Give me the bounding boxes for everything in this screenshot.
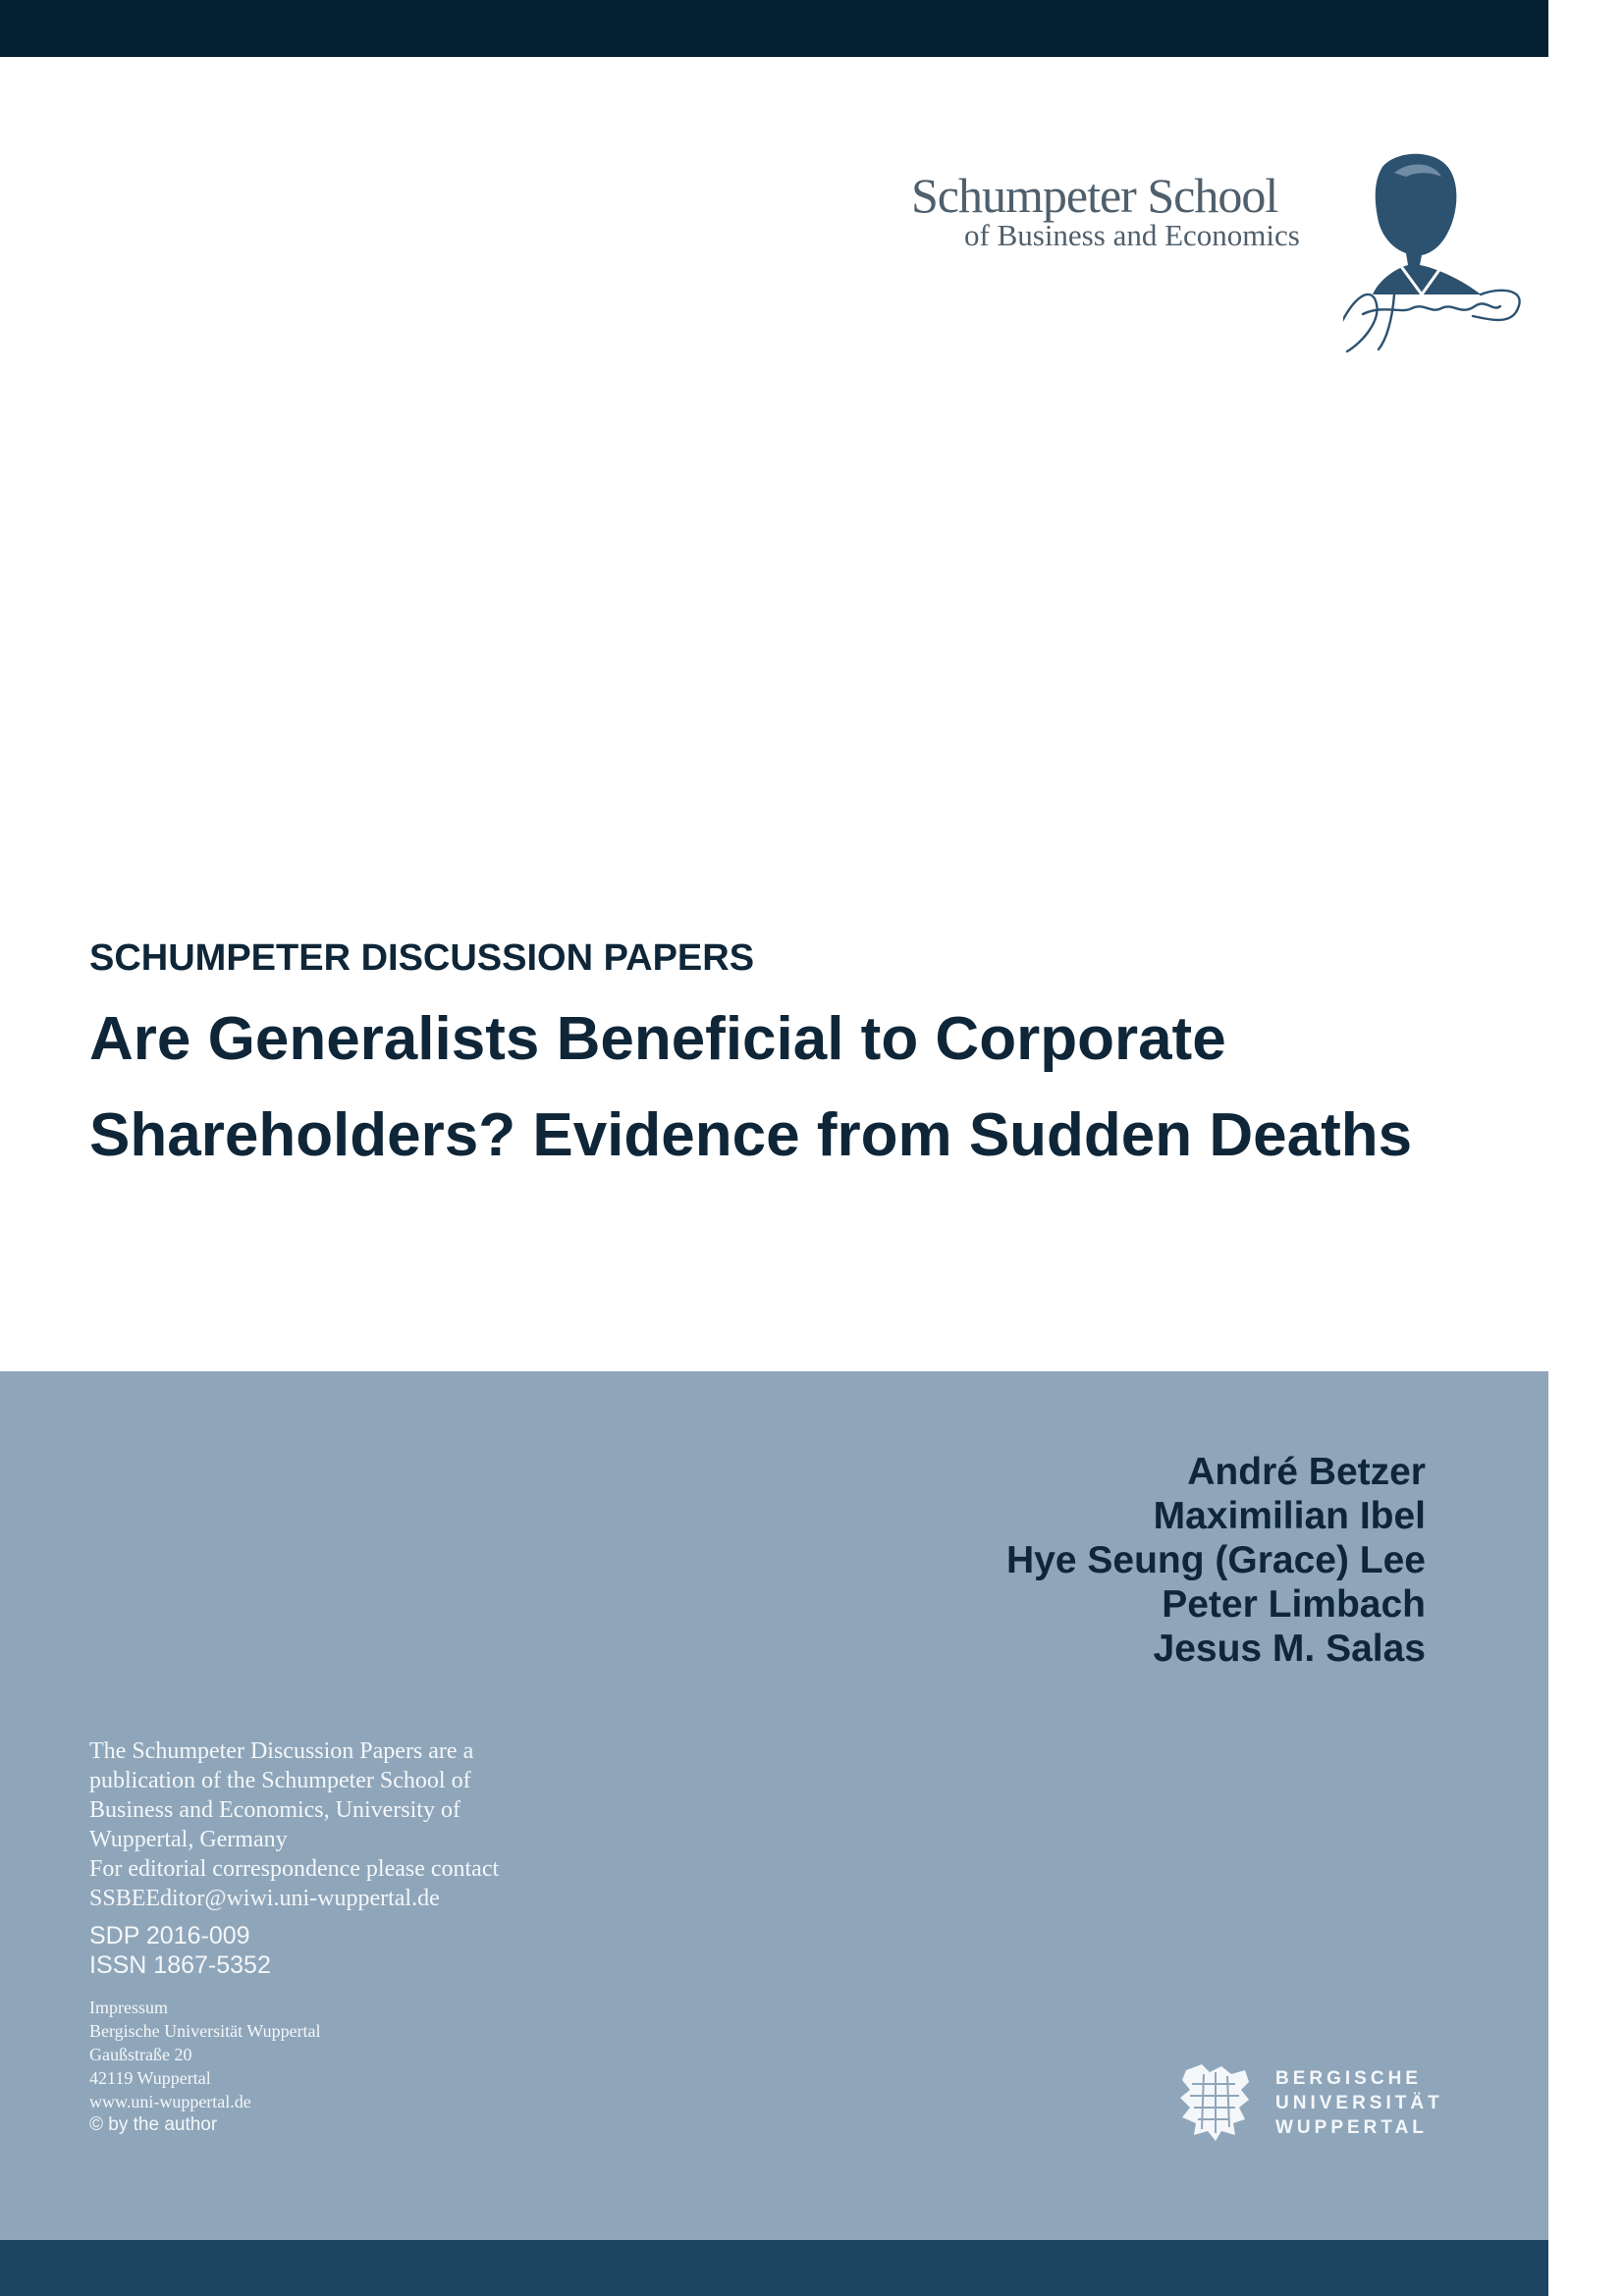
- author-name: Hye Seung (Grace) Lee: [1006, 1539, 1426, 1581]
- author-name: Maximilian Ibel: [1153, 1495, 1426, 1537]
- paper-identifiers: [89, 1921, 271, 1980]
- impressum-heading: Impressum: [89, 1998, 168, 2017]
- publication-note-line: publication of the Schumpeter School of: [89, 1768, 471, 1793]
- impressum-line: 42119 Wuppertal: [89, 2068, 211, 2088]
- publication-note-line: The Schumpeter Discussion Papers are a: [89, 1738, 474, 1764]
- impressum-website: www.uni-wuppertal.de: [89, 2092, 251, 2111]
- publication-note-line: Wuppertal, Germany: [89, 1827, 288, 1852]
- publication-note-line: For editorial correspondence please contact: [89, 1856, 500, 1882]
- impressum: [89, 1996, 321, 2113]
- logo-subtitle: of Business and Economics: [964, 218, 1300, 252]
- editor-email: SSBEEditor@wiwi.uni-wuppertal.de: [89, 1886, 440, 1911]
- university-name-line: BERGISCHE: [1275, 2068, 1422, 2089]
- university-name: [1275, 2066, 1443, 2140]
- impressum-line: Gaußstraße 20: [89, 2045, 192, 2064]
- university-name-line: UNIVERSITÄT: [1275, 2093, 1443, 2113]
- author-list: [1006, 1450, 1426, 1671]
- author-name: Jesus M. Salas: [1153, 1628, 1426, 1670]
- paper-title-line: Shareholders? Evidence from Sudden Deaths: [89, 1101, 1413, 1169]
- sdp-number: SDP 2016-009: [89, 1922, 250, 1949]
- schumpeter-school-logo: [911, 147, 1530, 363]
- author-name: André Betzer: [1187, 1451, 1426, 1493]
- university-name-line: WUPPERTAL: [1275, 2117, 1428, 2138]
- logo-name: Schumpeter School: [911, 168, 1278, 223]
- bergische-universitaet-logo: [1176, 2060, 1471, 2149]
- info-panel: [0, 1371, 1548, 2240]
- schumpeter-portrait-signature-icon: [1343, 147, 1530, 363]
- lion-crest-icon: [1176, 2060, 1255, 2143]
- paper-title: [89, 991, 1444, 1184]
- copyright-notice: © by the author: [89, 2114, 218, 2135]
- top-header-bar: [0, 0, 1548, 57]
- bottom-footer-bar: [0, 2240, 1548, 2296]
- impressum-line: Bergische Universität Wuppertal: [89, 2021, 321, 2041]
- publication-note-line: Business and Economics, University of: [89, 1797, 460, 1823]
- series-label: SCHUMPETER DISCUSSION PAPERS: [89, 937, 755, 979]
- paper-title-line: Are Generalists Beneficial to Corporate: [89, 1005, 1226, 1073]
- right-margin-strip: [1548, 0, 1624, 2296]
- author-name: Peter Limbach: [1162, 1583, 1426, 1626]
- publication-note: [89, 1736, 551, 1913]
- issn-number: ISSN 1867-5352: [89, 1951, 271, 1979]
